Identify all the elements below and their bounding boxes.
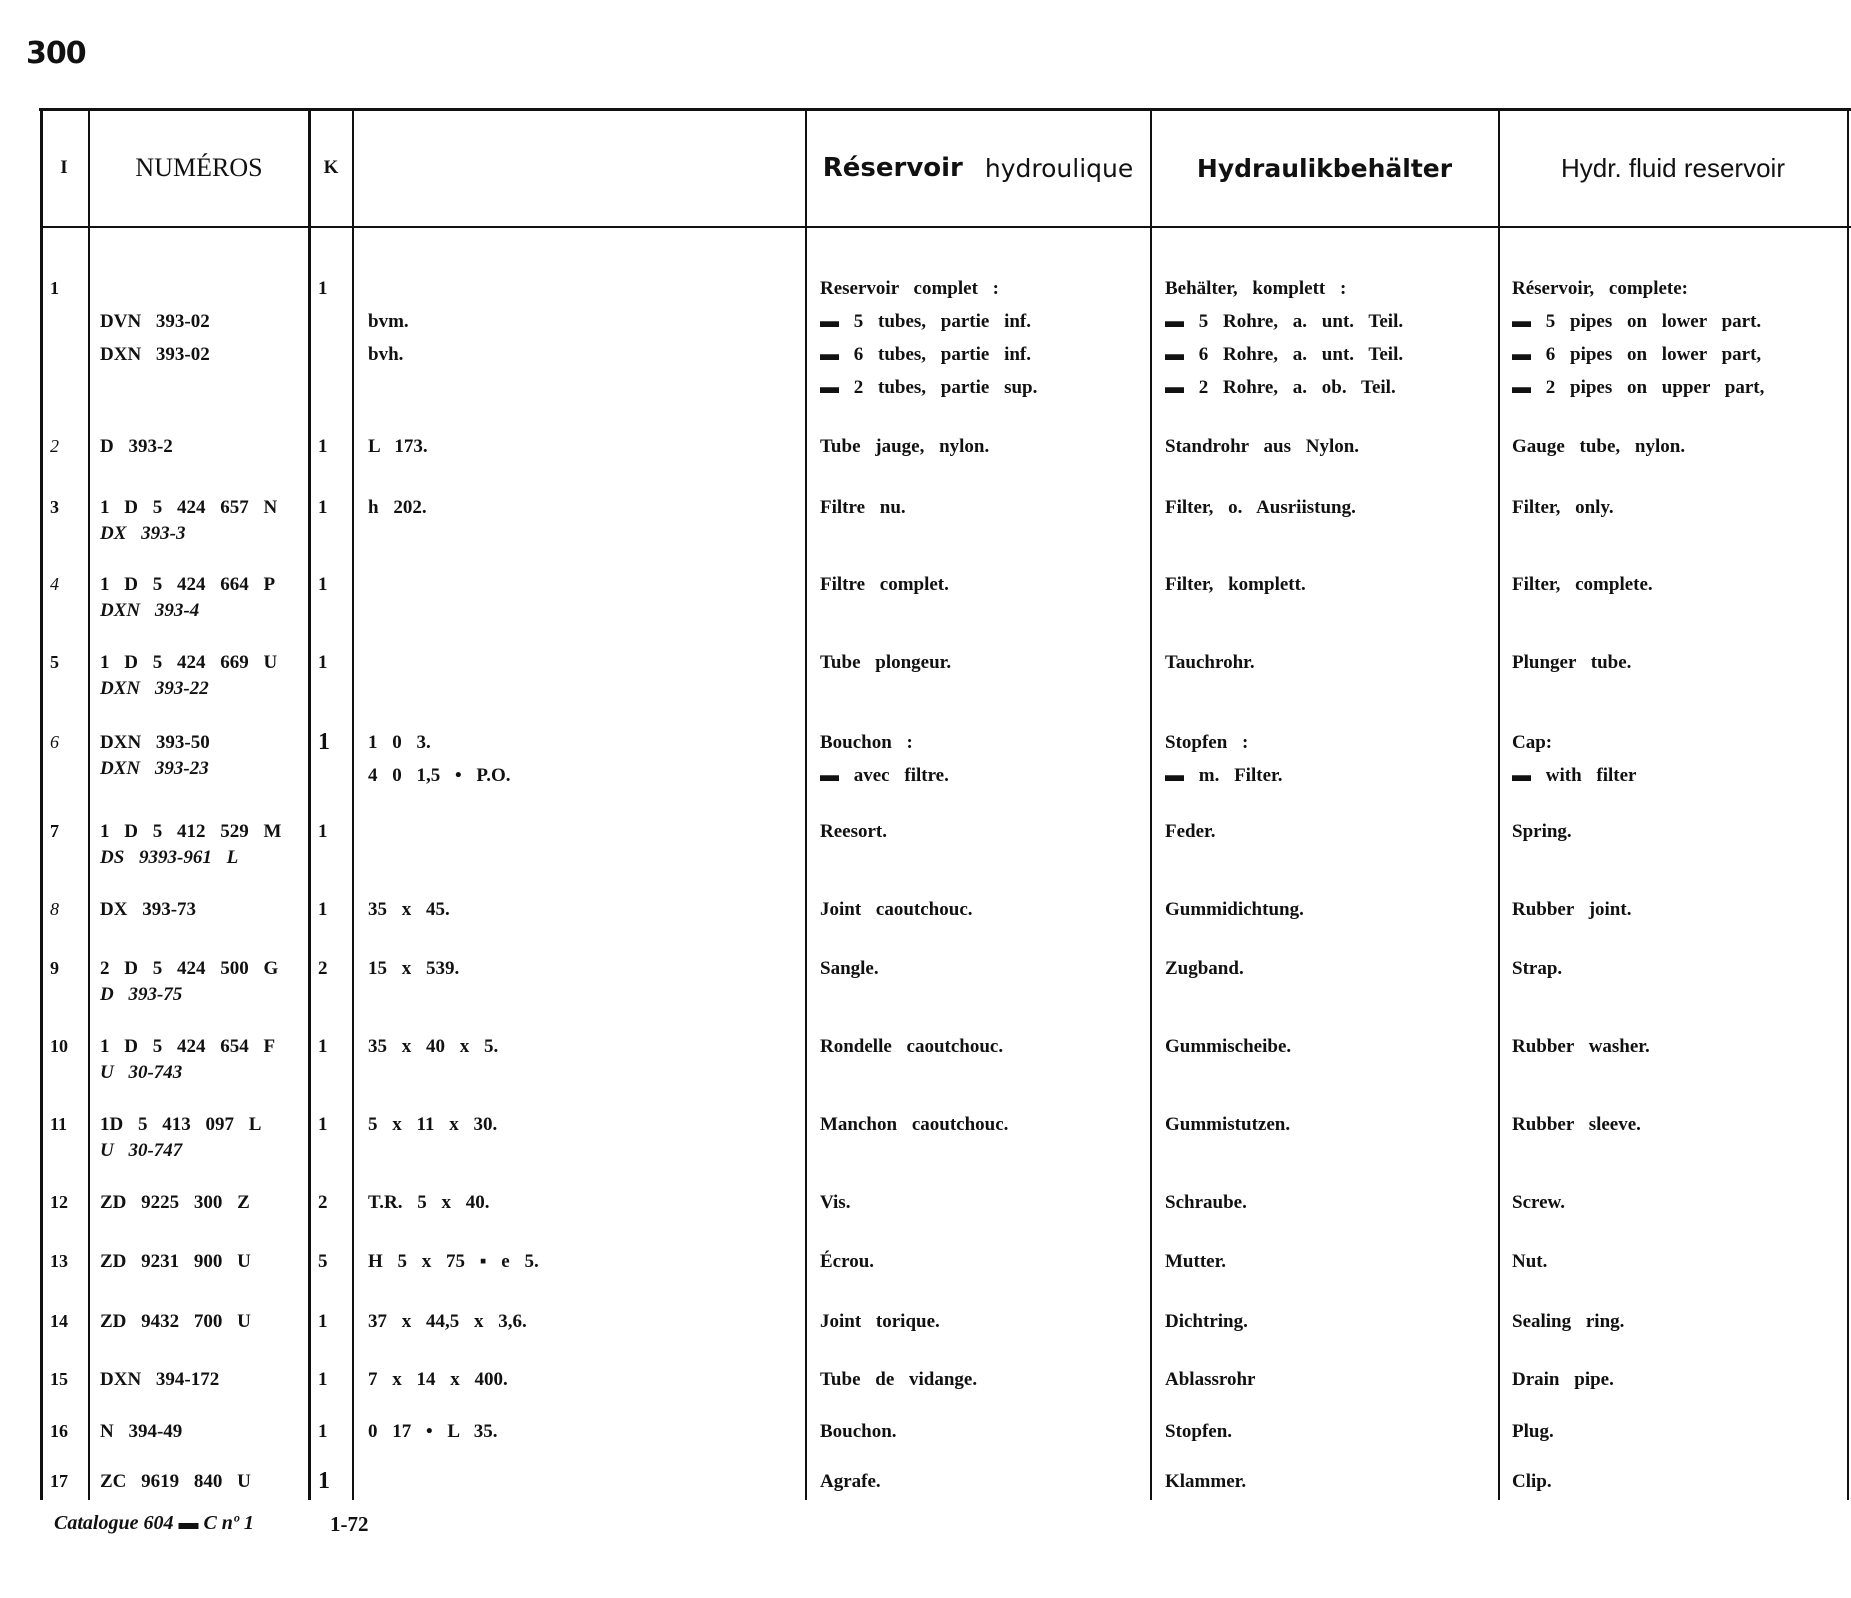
header-german: Hydraulikbehälter <box>1196 153 1453 183</box>
description-de-line: Filter, o. Ausriistung. <box>1165 497 1356 518</box>
specification-line: 7 x 14 x 400. <box>368 1369 508 1390</box>
description-en-line: Rubber washer. <box>1512 1036 1650 1057</box>
description-en-line: Spring. <box>1512 821 1572 842</box>
description-en-line: Clip. <box>1512 1471 1552 1492</box>
specification-line: bvh. <box>368 344 404 365</box>
description-de-line: Filter, komplett. <box>1165 574 1306 595</box>
row-index: 12 <box>50 1192 68 1212</box>
specification <box>368 1108 497 1141</box>
description-en-line: Filter, complete. <box>1512 574 1653 595</box>
description-en-line: Nut. <box>1512 1251 1548 1272</box>
description-en-line: Plug. <box>1512 1421 1554 1442</box>
description-fr-line: Joint torique. <box>820 1311 940 1332</box>
description-de <box>1165 491 1356 524</box>
description-en-line: Plunger tube. <box>1512 652 1632 673</box>
part-number-line: U 30-747 <box>100 1140 183 1161</box>
part-number-line: ZD 9225 300 Z <box>100 1192 250 1213</box>
description-en-line: Réservoir, complete: <box>1512 278 1689 299</box>
description-de-line: Standrohr aus Nylon. <box>1165 436 1360 457</box>
description-en <box>1512 568 1653 601</box>
part-number <box>100 1186 250 1219</box>
footer-date: 1-72 <box>330 1512 369 1536</box>
specification <box>368 1363 508 1396</box>
quantity: 1 <box>318 821 328 842</box>
specification <box>368 1186 489 1219</box>
specification-line: L 173. <box>368 436 428 457</box>
col-divider-3 <box>352 108 354 1500</box>
part-number-line: 2 D 5 424 500 G <box>100 958 279 979</box>
specification-line: 0 17 • L 35. <box>368 1421 498 1442</box>
specification <box>368 1415 498 1448</box>
description-fr-line: Bouchon : <box>820 732 913 753</box>
row-index: 13 <box>50 1251 68 1271</box>
part-number <box>100 491 277 544</box>
row-index: 4 <box>50 574 59 594</box>
description-de-line: Behälter, komplett : <box>1165 278 1347 299</box>
part-number-line: D 393-2 <box>100 436 173 457</box>
part-number <box>100 568 275 621</box>
specification <box>368 1030 498 1063</box>
description-de <box>1165 272 1403 404</box>
part-number <box>100 1465 251 1498</box>
part-number <box>100 815 281 868</box>
specification <box>368 430 428 463</box>
col-divider-0 <box>40 108 43 1500</box>
row-index: 15 <box>50 1369 68 1389</box>
description-fr-line: Joint caoutchouc. <box>820 899 973 920</box>
quantity: 2 <box>318 1192 328 1213</box>
description-fr <box>820 1363 977 1396</box>
description-de-line: Feder. <box>1165 821 1216 842</box>
row-index: 14 <box>50 1311 68 1331</box>
description-fr <box>820 491 906 524</box>
part-number <box>100 1363 219 1396</box>
description-fr <box>820 646 951 679</box>
description-de <box>1165 1186 1247 1219</box>
description-en <box>1512 1465 1552 1498</box>
description-en <box>1512 1108 1641 1141</box>
part-number <box>100 272 210 371</box>
quantity: 1 <box>318 729 330 755</box>
description-de <box>1165 646 1255 679</box>
description-de-line: ▬ 5 Rohre, a. unt. Teil. <box>1165 311 1404 332</box>
description-fr-line: Tube jauge, nylon. <box>820 436 990 457</box>
description-fr <box>820 1245 874 1278</box>
description-de-line: Tauchrohr. <box>1165 652 1255 673</box>
description-fr-line: Reesort. <box>820 821 887 842</box>
quantity: 1 <box>318 1421 328 1442</box>
description-fr <box>820 568 949 601</box>
header-numbers: NUMÉROS <box>135 153 263 182</box>
specification <box>368 491 427 524</box>
row-index: 6 <box>50 732 59 752</box>
description-fr-line: ▬ 6 tubes, partie inf. <box>820 344 1031 365</box>
description-en-line: ▬ 6 pipes on lower part, <box>1512 344 1762 365</box>
part-number-line: DX 393-3 <box>100 523 186 544</box>
description-fr <box>820 726 949 792</box>
part-number <box>100 1305 251 1338</box>
description-en-line: Strap. <box>1512 958 1563 979</box>
specification <box>368 952 459 985</box>
description-de-line: Dichtring. <box>1165 1311 1248 1332</box>
row-index: 5 <box>50 652 59 672</box>
specification <box>368 1245 539 1278</box>
header-french-bold: Réservoir <box>822 153 963 183</box>
description-de <box>1165 726 1282 792</box>
description-en <box>1512 272 1764 404</box>
description-en <box>1512 430 1685 463</box>
specification <box>368 726 511 792</box>
col-divider-6 <box>1498 108 1500 1500</box>
description-fr <box>820 952 879 985</box>
description-en <box>1512 646 1631 679</box>
description-en-line: Drain pipe. <box>1512 1369 1614 1390</box>
specification-line <box>368 568 383 601</box>
part-number-line: N 394-49 <box>100 1421 183 1442</box>
description-fr <box>820 815 887 848</box>
part-number-line: U 30-743 <box>100 1062 183 1083</box>
description-fr <box>820 1108 1008 1141</box>
description-fr-line: Rondelle caoutchouc. <box>820 1036 1004 1057</box>
description-en-line: Filter, only. <box>1512 497 1614 518</box>
part-number-line: DXN 394-172 <box>100 1369 220 1390</box>
part-number <box>100 1415 182 1448</box>
description-fr-line: Agrafe. <box>820 1471 881 1492</box>
part-number-line: 1D 5 413 097 L <box>100 1114 262 1135</box>
description-fr-line: ▬ avec filtre. <box>820 765 949 786</box>
description-de-line: Gummidichtung. <box>1165 899 1304 920</box>
specification-line <box>368 272 409 305</box>
specification <box>368 568 383 601</box>
description-en-line: Gauge tube, nylon. <box>1512 436 1686 457</box>
part-number-line: DXN 393-22 <box>100 678 209 699</box>
specification <box>368 646 383 679</box>
description-de <box>1165 1465 1246 1498</box>
specification-line: 35 x 40 x 5. <box>368 1036 499 1057</box>
quantity: 1 <box>318 1468 330 1494</box>
row-index: 9 <box>50 958 59 978</box>
col-divider-4 <box>805 108 807 1500</box>
header-qty: K <box>323 157 339 178</box>
description-fr-line: Écrou. <box>820 1251 875 1272</box>
description-fr <box>820 1030 1003 1063</box>
part-number-line: ZC 9619 840 U <box>100 1471 251 1492</box>
specification <box>368 1305 527 1338</box>
description-de-line: Zugband. <box>1165 958 1244 979</box>
description-de <box>1165 1415 1232 1448</box>
description-en <box>1512 1245 1547 1278</box>
part-number-line: DX 393-73 <box>100 899 197 920</box>
row-index: 8 <box>50 899 59 919</box>
description-fr-line: Reservoir complet : <box>820 278 999 299</box>
description-en-line: ▬ 2 pipes on upper part, <box>1512 377 1765 398</box>
description-de <box>1165 1305 1248 1338</box>
quantity: 1 <box>318 278 328 299</box>
description-fr <box>820 1186 850 1219</box>
description-de-line: Schraube. <box>1165 1192 1247 1213</box>
part-number-line: 1 D 5 412 529 M <box>100 821 282 842</box>
description-fr <box>820 1305 940 1338</box>
description-en <box>1512 815 1572 848</box>
specification-line: 4 0 1,5 • P.O. <box>368 765 511 786</box>
quantity: 1 <box>318 497 328 518</box>
description-en <box>1512 1415 1554 1448</box>
part-number-line: D 393-75 <box>100 984 183 1005</box>
specification-line: 37 x 44,5 x 3,6. <box>368 1311 527 1332</box>
part-number-line <box>100 272 210 305</box>
description-fr-line: Vis. <box>820 1192 851 1213</box>
part-number-line: DXN 393-4 <box>100 600 200 621</box>
description-de <box>1165 1108 1290 1141</box>
row-index: 7 <box>50 821 59 841</box>
specification-line <box>368 815 383 848</box>
specification <box>368 272 409 371</box>
specification-line: 5 x 11 x 30. <box>368 1114 498 1135</box>
header-english: Hydr. fluid reservoir <box>1561 152 1785 183</box>
description-en-line: Sealing ring. <box>1512 1311 1625 1332</box>
part-number-line: DVN 393-02 <box>100 311 210 332</box>
description-en-line: Rubber sleeve. <box>1512 1114 1641 1135</box>
specification-line <box>368 1465 383 1498</box>
description-en-line: Screw. <box>1512 1192 1565 1213</box>
description-de <box>1165 430 1359 463</box>
part-number-line: DS 9393-961 L <box>100 847 239 868</box>
description-fr <box>820 430 989 463</box>
col-divider-7 <box>1847 108 1849 1500</box>
description-de-line: Stopfen. <box>1165 1421 1233 1442</box>
part-number <box>100 726 210 779</box>
part-number-line: 1 D 5 424 669 U <box>100 652 278 673</box>
description-fr <box>820 272 1037 404</box>
col-divider-2 <box>308 108 311 1500</box>
description-de-line: ▬ 2 Rohre, a. ob. Teil. <box>1165 377 1396 398</box>
specification-line: H 5 x 75 ▪ e 5. <box>368 1251 539 1272</box>
description-de-line: ▬ 6 Rohre, a. unt. Teil. <box>1165 344 1404 365</box>
description-fr <box>820 893 973 926</box>
row-index: 16 <box>50 1421 68 1441</box>
quantity: 1 <box>318 436 328 457</box>
description-fr-line: ▬ 5 tubes, partie inf. <box>820 311 1031 332</box>
part-number-line: DXN 393-23 <box>100 758 209 779</box>
description-en <box>1512 491 1614 524</box>
description-en <box>1512 1305 1624 1338</box>
description-en <box>1512 952 1562 985</box>
col-divider-1 <box>88 108 90 1500</box>
col-divider-5 <box>1150 108 1152 1500</box>
description-fr-line: Tube plongeur. <box>820 652 952 673</box>
specification-line: h 202. <box>368 497 427 518</box>
description-en-line: Rubber joint. <box>1512 899 1632 920</box>
row-index: 3 <box>50 497 59 517</box>
specification-line <box>368 646 383 679</box>
quantity: 1 <box>318 574 328 595</box>
quantity: 1 <box>318 652 328 673</box>
part-number-line: DXN 393-02 <box>100 344 210 365</box>
quantity: 1 <box>318 899 328 920</box>
specification-line: T.R. 5 x 40. <box>368 1192 490 1213</box>
part-number <box>100 1108 261 1161</box>
description-en <box>1512 1363 1614 1396</box>
part-number-line: ZD 9231 900 U <box>100 1251 251 1272</box>
description-de-line: Mutter. <box>1165 1251 1227 1272</box>
part-number <box>100 646 277 699</box>
description-fr-line: Bouchon. <box>820 1421 897 1442</box>
part-number-line: DXN 393-50 <box>100 732 210 753</box>
description-de <box>1165 1363 1255 1396</box>
part-number <box>100 893 196 926</box>
description-fr-line: ▬ 2 tubes, partie sup. <box>820 377 1038 398</box>
part-number-line: 1 D 5 424 657 N <box>100 497 278 518</box>
description-fr-line: Manchon caoutchouc. <box>820 1114 1009 1135</box>
row-index: 1 <box>50 278 59 298</box>
row-index: 10 <box>50 1036 68 1056</box>
description-en-line: ▬ 5 pipes on lower part. <box>1512 311 1762 332</box>
description-de-line: Ablassrohr <box>1165 1369 1256 1390</box>
description-fr-line: Filtre nu. <box>820 497 906 518</box>
description-fr-line: Sangle. <box>820 958 879 979</box>
description-en-line: ▬ with filter <box>1512 765 1637 786</box>
description-fr <box>820 1415 897 1448</box>
quantity: 2 <box>318 958 328 979</box>
header-french <box>806 108 1150 228</box>
part-number-line: 1 D 5 424 654 F <box>100 1036 276 1057</box>
description-en <box>1512 726 1636 792</box>
specification-line: 15 x 539. <box>368 958 460 979</box>
description-de-line: Gummischeibe. <box>1165 1036 1292 1057</box>
row-index: 17 <box>50 1471 68 1491</box>
description-de-line: Klammer. <box>1165 1471 1247 1492</box>
row-index: 11 <box>50 1114 68 1134</box>
description-en <box>1512 1030 1650 1063</box>
description-de <box>1165 893 1304 926</box>
description-de <box>1165 1245 1226 1278</box>
description-de-line: ▬ m. Filter. <box>1165 765 1283 786</box>
specification-line: 1 0 3. <box>368 732 431 753</box>
part-number <box>100 1030 275 1083</box>
description-de-line: Stopfen : <box>1165 732 1249 753</box>
specification <box>368 1465 383 1498</box>
footer-catalogue: Catalogue 604 ▬ C nº 1 <box>54 1512 254 1534</box>
quantity: 1 <box>318 1114 328 1135</box>
description-en-line: Cap: <box>1512 732 1553 753</box>
quantity: 1 <box>318 1036 328 1057</box>
description-de <box>1165 1030 1291 1063</box>
description-fr-line: Tube de vidange. <box>820 1369 978 1390</box>
description-de <box>1165 815 1215 848</box>
quantity: 5 <box>318 1251 328 1272</box>
description-fr <box>820 1465 881 1498</box>
part-number <box>100 952 278 1005</box>
description-de <box>1165 952 1244 985</box>
description-de <box>1165 568 1306 601</box>
description-en <box>1512 1186 1565 1219</box>
header-index: I <box>60 157 68 178</box>
row-index: 2 <box>50 436 59 456</box>
part-number-line: ZD 9432 700 U <box>100 1311 251 1332</box>
page-number: 300 <box>26 36 86 71</box>
specification-line: bvm. <box>368 311 409 332</box>
part-number <box>100 1245 251 1278</box>
specification <box>368 815 383 848</box>
header-french-rest: hydroulique <box>984 153 1134 183</box>
part-number-line: 1 D 5 424 664 P <box>100 574 276 595</box>
quantity: 1 <box>318 1369 328 1390</box>
specification <box>368 893 450 926</box>
part-number <box>100 430 173 463</box>
description-de-line: Gummistutzen. <box>1165 1114 1291 1135</box>
description-fr-line: Filtre complet. <box>820 574 949 595</box>
description-en <box>1512 893 1631 926</box>
specification-line: 35 x 45. <box>368 899 450 920</box>
quantity: 1 <box>318 1311 328 1332</box>
